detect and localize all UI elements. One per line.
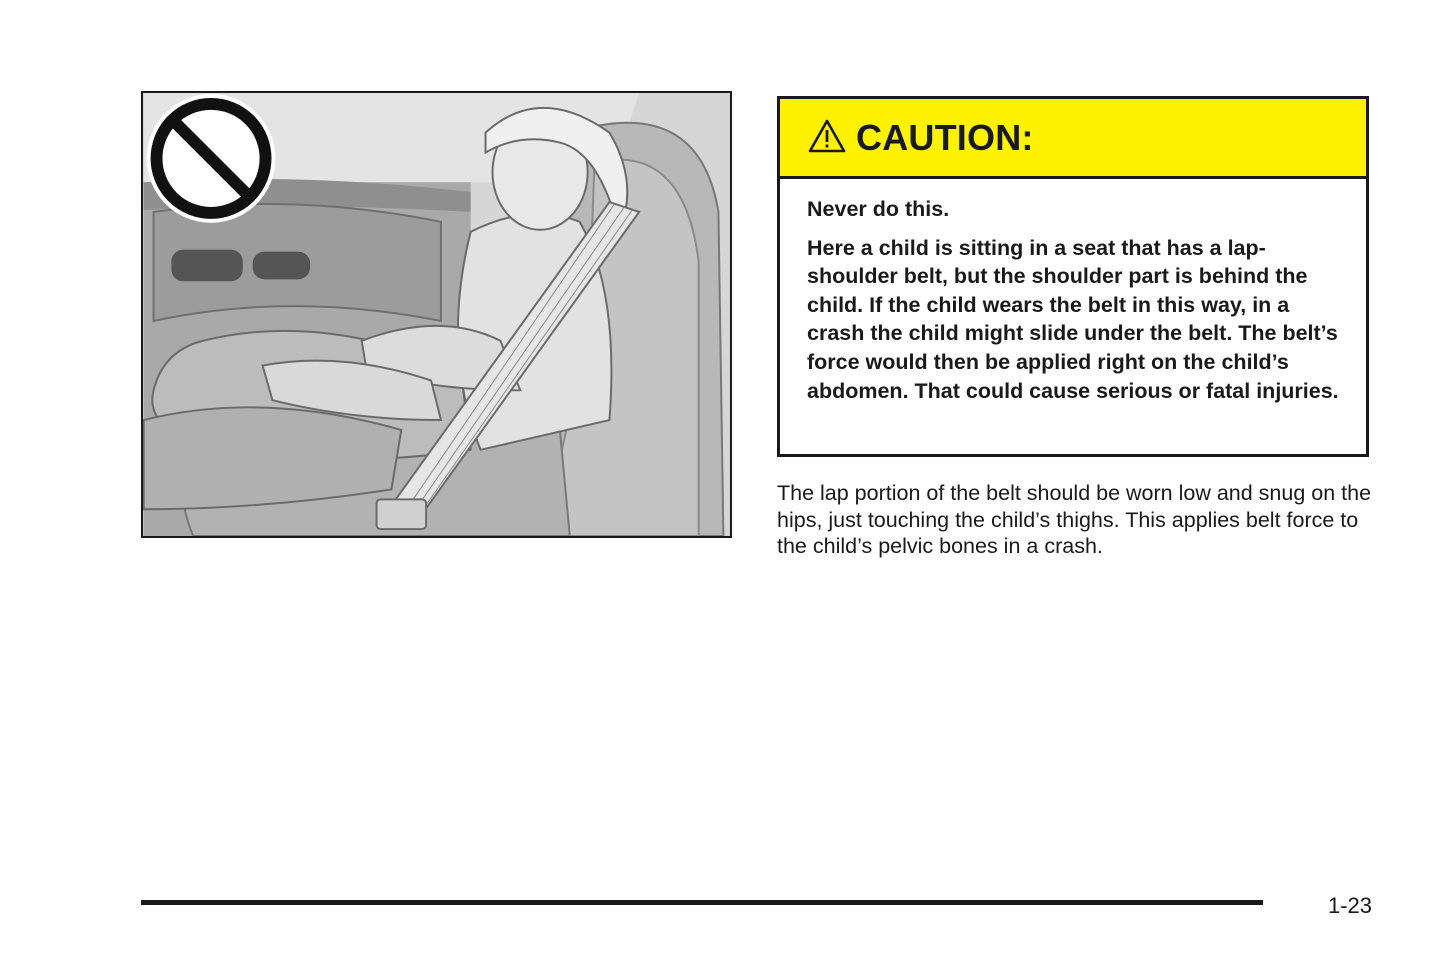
seatbelt-illustration-drawing — [143, 93, 730, 536]
seatbelt-illustration — [141, 91, 732, 538]
caution-body — [780, 179, 1366, 405]
caution-paragraph: Here a child is sitting in a seat that has a lap-shoulder belt, but the shoulder part is behind the child. If the child wears the belt in this way, in a crash the child might slide under the belt. The belt’s force would then be applied right on the child’s abdomen. That could cause serious or fatal injuries. — [807, 235, 1339, 403]
caution-title: CAUTION: — [856, 116, 1034, 158]
prohibition-icon — [150, 97, 273, 220]
page-number: 1-23 — [1327, 893, 1372, 918]
warning-triangle-icon — [808, 119, 846, 153]
caution-paragraph: Never do this. — [807, 197, 950, 221]
caution-header — [780, 99, 1366, 179]
footer-rule — [141, 900, 1263, 905]
body-paragraph: The lap portion of the belt should be worn low and snug on the hips, just touching the child’s thighs. This applies belt force to the child’s pelvic bones in a crash. — [777, 481, 1372, 558]
caution-box — [777, 96, 1369, 457]
